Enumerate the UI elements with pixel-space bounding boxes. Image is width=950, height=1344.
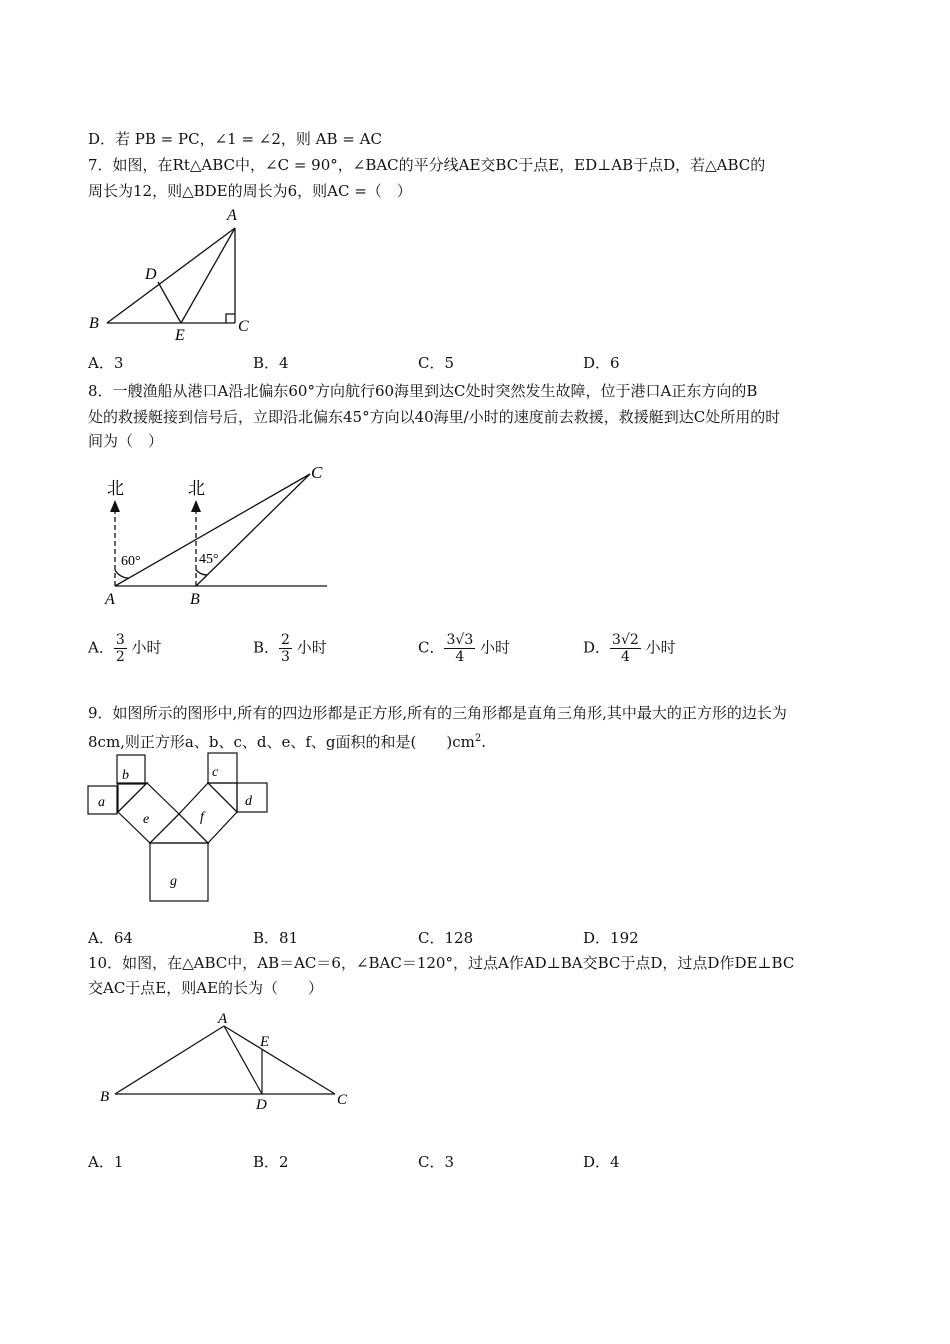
q8-north-arrow-a [110, 500, 120, 512]
q9-square-g [150, 843, 208, 901]
q10-option-a [88, 1151, 123, 1173]
q10-label-a: A [218, 1011, 228, 1027]
q8-option-d-label: D． [583, 638, 611, 657]
q7-stem-line1: 7．如图，在Rt△ABC中，∠C = 90°，∠BAC的平分线AE交BC于点E，ED⊥AB于点D，若△ABC的 [88, 156, 766, 174]
q9-label-f: f [200, 810, 204, 825]
q8-angle-arc-b [196, 570, 207, 575]
q6-option-d [88, 128, 382, 150]
q8-option-b-unit: 小时 [296, 638, 327, 657]
q7-option-d-value: 6 [610, 354, 620, 372]
q9-option-b-value: 81 [279, 929, 299, 947]
q9-option-c-value: 128 [444, 929, 474, 947]
q8-angle-arc-a [115, 570, 129, 578]
q10-segment-ab [115, 1026, 224, 1094]
q7-segment-ab [107, 228, 235, 323]
q7-option-b [253, 352, 289, 374]
q8-option-c-den: 4 [444, 648, 475, 665]
q9-figure [85, 750, 275, 905]
q10-option-a-label: A． [88, 1153, 114, 1171]
q7-option-d-label: D． [583, 354, 611, 372]
q9-option-a [88, 927, 133, 949]
q9-option-c-label: C． [418, 929, 445, 947]
q9-option-a-label: A． [88, 929, 114, 947]
q8-label-c: C [311, 463, 323, 482]
q8-option-b [253, 632, 327, 665]
q8-option-c-label: C． [418, 638, 445, 657]
q7-segment-ed [158, 282, 181, 323]
q8-stem-line3: 间为（ ） [88, 432, 164, 450]
q9-stem-line2-end: . [481, 733, 487, 751]
q10-option-c-value: 3 [444, 1153, 455, 1171]
q9-option-d-value: 192 [610, 929, 639, 947]
q7-option-a [88, 352, 123, 374]
q8-north-arrow-b [191, 500, 201, 512]
q8-label-north-a: 北 [107, 479, 124, 499]
q7-option-c-label: C． [418, 354, 445, 372]
q10-option-d-value: 4 [610, 1153, 620, 1171]
q9-label-c: c [212, 765, 219, 780]
q10-segment-ac [224, 1026, 335, 1094]
q10-option-d-label: D． [583, 1153, 611, 1171]
q10-stem-line1: 10．如图，在△ABC中，AB＝AC＝6，∠BAC＝120°，过点A作AD⊥BA交BC于点D，过点D作DE⊥BC [88, 954, 795, 972]
q10-option-b-label: B． [253, 1153, 280, 1171]
q8-option-a-den: 2 [115, 649, 125, 665]
q9-option-c [418, 927, 473, 949]
q8-label-angle-60: 60° [121, 554, 141, 569]
q8-option-a-fraction [114, 632, 127, 665]
q8-option-d-unit: 小时 [645, 638, 676, 657]
q8-option-d-fraction [610, 632, 641, 665]
q6-option-d-label: D． [88, 130, 116, 148]
q8-figure [95, 458, 340, 608]
q10-label-b: B [100, 1089, 110, 1105]
q8-label-angle-45: 45° [199, 552, 219, 567]
q8-stem-line1: 8．一艘渔船从港口A沿北偏东60°方向航行60海里到达C处时突然发生故障，位于港口A正东方向的B [88, 382, 758, 400]
q9-label-e: e [143, 812, 150, 827]
q7-label-a: A [227, 207, 237, 224]
q9-square-f [179, 783, 237, 843]
q9-option-b [253, 927, 298, 949]
q10-label-d: D [256, 1097, 267, 1113]
q10-option-c [418, 1151, 454, 1173]
q7-label-b: B [89, 315, 99, 332]
q10-option-b-value: 2 [279, 1153, 289, 1171]
q9-left-triangle [118, 783, 147, 812]
q9-square-d [237, 783, 267, 812]
q9-label-d: d [245, 794, 252, 809]
q7-option-d [583, 352, 620, 374]
q8-option-c-unit: 小时 [480, 638, 511, 657]
q9-label-g: g [170, 874, 177, 889]
q7-right-angle-mark [226, 314, 235, 323]
q10-option-b [253, 1151, 289, 1173]
q9-stem-line2-text: 8cm,则正方形a、b、c、d、e、f、g面积的和是( )cm [88, 733, 475, 751]
q8-label-north-b: 北 [188, 479, 205, 499]
q9-stem-line1: 9．如图所示的图形中,所有的四边形都是正方形,所有的三角形都是直角三角形,其中最大的正方形的边长为 [88, 704, 787, 722]
q9-right-triangle [208, 783, 237, 812]
q8-option-c-num: 3√3 [446, 632, 474, 648]
q7-option-b-value: 4 [279, 354, 289, 372]
q8-option-a [88, 632, 162, 665]
q8-option-d-den: 4 [610, 648, 641, 665]
q9-option-d-label: D． [583, 929, 611, 947]
q9-label-b: b [122, 768, 129, 783]
q7-option-a-value: 3 [113, 354, 124, 372]
q10-option-d [583, 1151, 620, 1173]
q9-option-d [583, 927, 639, 949]
q10-label-e: E [260, 1034, 270, 1050]
q7-stem-line2: 周长为12，则△BDE的周长为6，则AC =（ ） [88, 182, 412, 200]
q7-label-e: E [175, 327, 185, 344]
q7-segment-ae [181, 228, 235, 323]
q9-option-a-value: 64 [113, 929, 133, 947]
q8-option-d-num: 3√2 [612, 632, 639, 648]
q7-option-a-label: A． [88, 354, 114, 372]
q8-option-b-label: B． [253, 638, 280, 657]
q10-segment-ad [224, 1026, 262, 1094]
q8-option-d [583, 632, 676, 665]
q8-option-a-num: 3 [115, 632, 125, 648]
q7-label-d: D [145, 266, 157, 283]
q10-figure [95, 1008, 360, 1118]
q8-label-b: B [190, 591, 200, 608]
q6-option-d-text: 若 PB = PC，∠1 = ∠2，则 AB = AC [115, 130, 382, 148]
q7-option-c-value: 5 [444, 354, 455, 372]
q9-option-b-label: B． [253, 929, 280, 947]
q8-option-a-unit: 小时 [131, 638, 162, 657]
q10-label-c: C [337, 1092, 348, 1108]
q9-label-a: a [98, 795, 105, 810]
q8-stem-line2: 处的救援艇接到信号后，立即沿北偏东45°方向以40海里/小时的速度前去救援，救援艇到达C处所用的时 [88, 408, 781, 426]
q10-option-c-label: C． [418, 1153, 445, 1171]
q8-option-c-fraction [444, 632, 475, 665]
q8-option-c [418, 632, 510, 665]
q10-option-a-value: 1 [113, 1153, 124, 1171]
q8-option-b-fraction [279, 632, 292, 665]
q7-option-b-label: B． [253, 354, 280, 372]
q7-option-c [418, 352, 454, 374]
q7-figure [85, 200, 255, 345]
q9-stem-unit-sup: 2 [474, 733, 482, 744]
q10-stem-line2: 交AC于点E，则AE的长为（ ） [88, 979, 324, 997]
q8-option-a-label: A． [88, 638, 114, 657]
q8-option-b-num: 2 [281, 632, 290, 648]
q8-label-a: A [105, 591, 115, 608]
q7-label-c: C [238, 318, 249, 335]
q8-option-b-den: 3 [281, 649, 290, 665]
